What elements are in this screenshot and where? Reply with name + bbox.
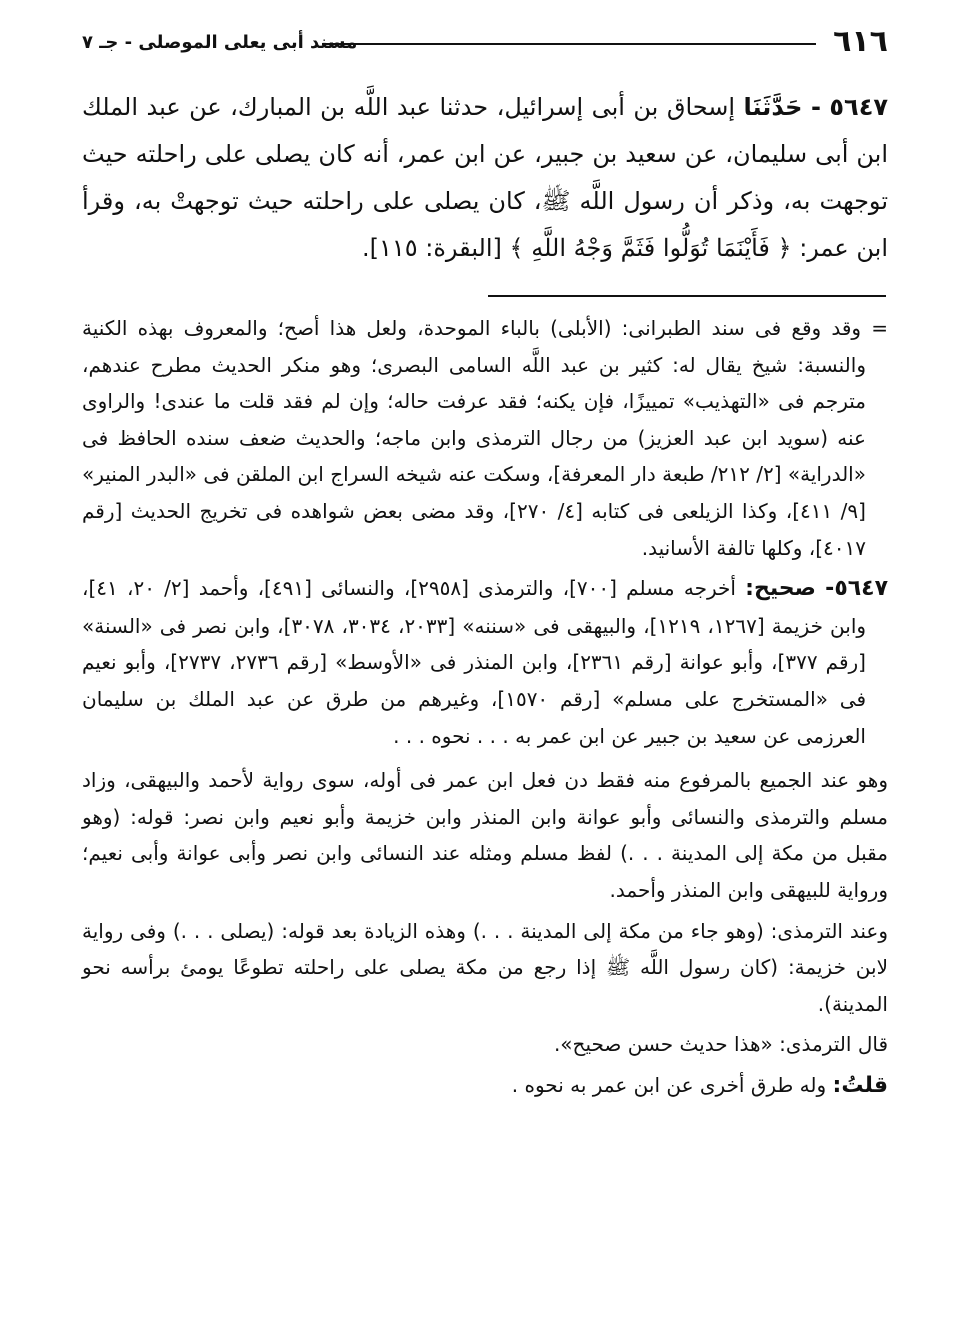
takhrij-number: ٥٦٤٧-: [825, 576, 889, 602]
qultu-text: وله طرق أخرى عن ابن عمر به نحوه .: [511, 1072, 827, 1097]
qultu-word: قلتُ:: [832, 1072, 888, 1098]
footnote-paragraph-4: [82, 1067, 888, 1105]
book-title: مسند أبى يعلى الموصلى - جـ ٧: [82, 32, 358, 53]
hadith-text: [82, 84, 888, 272]
hadith-body: إسحاق بن أبى إسرائيل، حدثنا عبد اللَّه بن المبارك، عن عبد الملك ابن أبى سليمان، عن سعيد بن جبير، عن ابن عمر، أنه كان يصلى على راحلته حيث توجهت به، وذكر أن رسول اللَّه ﷺ، كان يصلى على راحلته حيث توجهتْ به، وقرأ ابن عمر:: [82, 93, 888, 262]
footnote-takhrij: [82, 570, 888, 754]
footnote-paragraph-1: وهو عند الجميع بالمرفوع منه فقط دن فعل ابن عمر فى أوله، سوى رواية لأحمد والبيهقى، وزاد مسلم والترمذى والنسائى وأبو عوانة وابن المنذر وابن خزيمة وأبو نعيم وابن نصر: قوله: (وهو مقبل من مكة إلى المدينة . . .) لفظ مسلم ومثله عند النسائى وابن نصر وأبى عوانة وأبى نعيم؛ ورواية للبيهقى وابن المنذر وأحمد.: [82, 768, 888, 902]
quran-reference: [البقرة: ١١٥].: [361, 234, 502, 262]
page-number: ٦١٦: [833, 24, 888, 59]
takhrij-text: أخرجه مسلم [٧٠٠]، والترمذى [٢٩٥٨]، والنسائى [٤٩١]، وأحمد [٢/ ٢٠، ٤١]، وابن خزيمة [١٢٦٧، ١٢١٩]، والبيهقى فى «سننه» [٢٠٣٣، ٣٠٣٤، ٣٠٧٨]، وابن نصر فى «السنة» [رقم ٣٧٧]، وأبو عوانة [رقم ٢٣٦١]، وابن المنذر فى «الأوسط» [رقم ٢٧٣٦، ٢٧٣٧]، وأبو نعيم فى «المستخرج على مسلم» [رقم ١٥٧٠]، وغيرهم من طرق عن عبد الملك بن سليمان العرزمى عن سعيد بن جبير عن ابن عمر به . . . نحوه . . .: [82, 576, 867, 748]
hadith-separator: -: [810, 93, 821, 121]
footnote-paragraph-3: قال الترمذى: «هذا حديث حسن صحيح».: [553, 1032, 888, 1057]
page-header: [82, 22, 888, 62]
footnote-continuation: = وقد وقع فى سند الطبرانى: (الأبلى) بالباء الموحدة، ولعل هذا أصح؛ والمعروف بهذه الكنية والنسبة: شيخ يقال له: كثير بن عبد اللَّه السامى البصرى؛ وهو منكر الحديث مطرح عندهم، مترجم فى «التهذيب» تمييزًا، فإن يكنه؛ فقد عرفت حاله؛ وإن لم فقد قلت ما عندى! والراوى عنه (سويد ابن عبد العزيز) من رجال الترمذى وابن ماجه؛ والحديث ضعف سنده الحافظ فى «الدراية» [٢/ ٢١٢/ طبعة دار المعرفة]، وسكت عنه شيخه السراج ابن الملقن فى «البدر المنير» [٩/ ٤١١]، وكذا الزيلعى فى كتابه [٤/ ٢٧٠]، وقد مضى بعض شواهده فى تخريج الحديث [رقم ٤٠١٧]، وكلها تالفة الأسانيد.: [82, 316, 888, 560]
footnotes: [82, 310, 888, 1108]
takhrij-grade: صحيح:: [745, 576, 816, 602]
footnote-separator: [488, 295, 886, 297]
hadith-lead-word: حَدَّثَنَا: [743, 93, 803, 121]
quran-verse: ﴿ فَأَيْنَمَا تُوَلُّوا فَثَمَّ وَجْهُ اللَّهِ ﴾: [509, 234, 792, 262]
hadith-number: ٥٦٤٧: [829, 93, 888, 121]
header-rule: [322, 43, 816, 45]
footnote-paragraph-2: وعند الترمذى: (وهو جاء من مكة إلى المدينة . . .) وهذه الزيادة بعد قوله: (يصلى . . .) وفى رواية لابن خزيمة: (كان رسول اللَّه ﷺ إذا رجع من مكة يصلى على راحلته تطوعًا يومئ برأسه نحو المدينة).: [82, 918, 888, 1016]
